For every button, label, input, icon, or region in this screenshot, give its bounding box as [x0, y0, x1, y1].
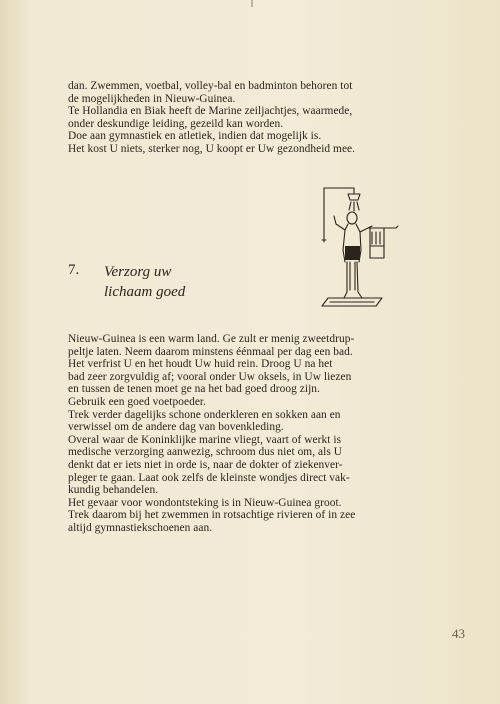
- text-line: peltje laten. Neem daarom minstens éénmaal per dag een bad.: [68, 345, 353, 358]
- text-line: Het gevaar voor wondontsteking is in Nieuw-Guinea groot.: [68, 496, 342, 509]
- heading-line: Verzorg uw: [104, 264, 172, 280]
- text-line: medische verzorging aanwezig, schroom dus niet om, als U: [68, 446, 342, 459]
- text-line: de mogelijkheden in Nieuw-Guinea.: [68, 92, 236, 105]
- text-line: Nieuw-Guinea is een warm land. Ge zult er menig zweetdrup-: [68, 333, 355, 345]
- text-line: Doe aan gymnastiek en atletiek, indien dat mogelijk is.: [68, 130, 322, 143]
- text-line: Trek verder dagelijks schone onderkleren en sokken aan en: [68, 408, 341, 421]
- section-heading: [104, 262, 185, 302]
- text-line: Het kost U niets, sterker nog, U koopt er Uw gezondheid mee.: [68, 142, 356, 155]
- text-line: Overal waar de Koninklijke marine vliegt, vaart of werkt is: [68, 433, 342, 446]
- text-line: denkt dat er iets niet in orde is, naar de dokter of ziekenver-: [68, 458, 343, 471]
- section-number: 7.: [68, 262, 80, 278]
- text-line: altijd gymnastiekschoenen aan.: [68, 521, 213, 534]
- intro-paragraph: [68, 80, 432, 156]
- text-line: Trek daarom bij het zwemmen in rotsachtige rivieren of in zee: [68, 509, 356, 522]
- text-line: Het verfrist U en het houdt Uw huid rein. Droog U na het: [68, 358, 333, 371]
- text-line: pleger te gaan. Laat ook zelfs de kleinste wondjes direct vak-: [68, 471, 350, 484]
- text-line: onder deskundige leiding, gezeild kan worden.: [68, 117, 284, 130]
- text-line: Gebruik een goed voetpoeder.: [68, 395, 207, 408]
- man-showering-illustration: [312, 180, 404, 310]
- body-paragraph: [68, 333, 432, 535]
- text-line: verwissel om de andere dag van bovenkleding.: [68, 421, 284, 434]
- text-line: dan. Zwemmen, voetbal, volley-bal en badminton behoren tot: [68, 80, 353, 92]
- text-line: bad zeer zorgvuldig af; vooral onder Uw oksels, in Uw liezen: [68, 370, 352, 383]
- text-line: kundig behandelen.: [68, 484, 159, 497]
- page-number: 43: [452, 626, 465, 641]
- page-mark-icon: [250, 0, 254, 10]
- heading-line: lichaam goed: [104, 284, 186, 300]
- text-line: en tussen de tenen moet ge na het bad goed droog zijn.: [68, 383, 320, 396]
- text-line: Te Hollandia en Biak heeft de Marine zeiljachtjes, waarmede,: [68, 105, 353, 118]
